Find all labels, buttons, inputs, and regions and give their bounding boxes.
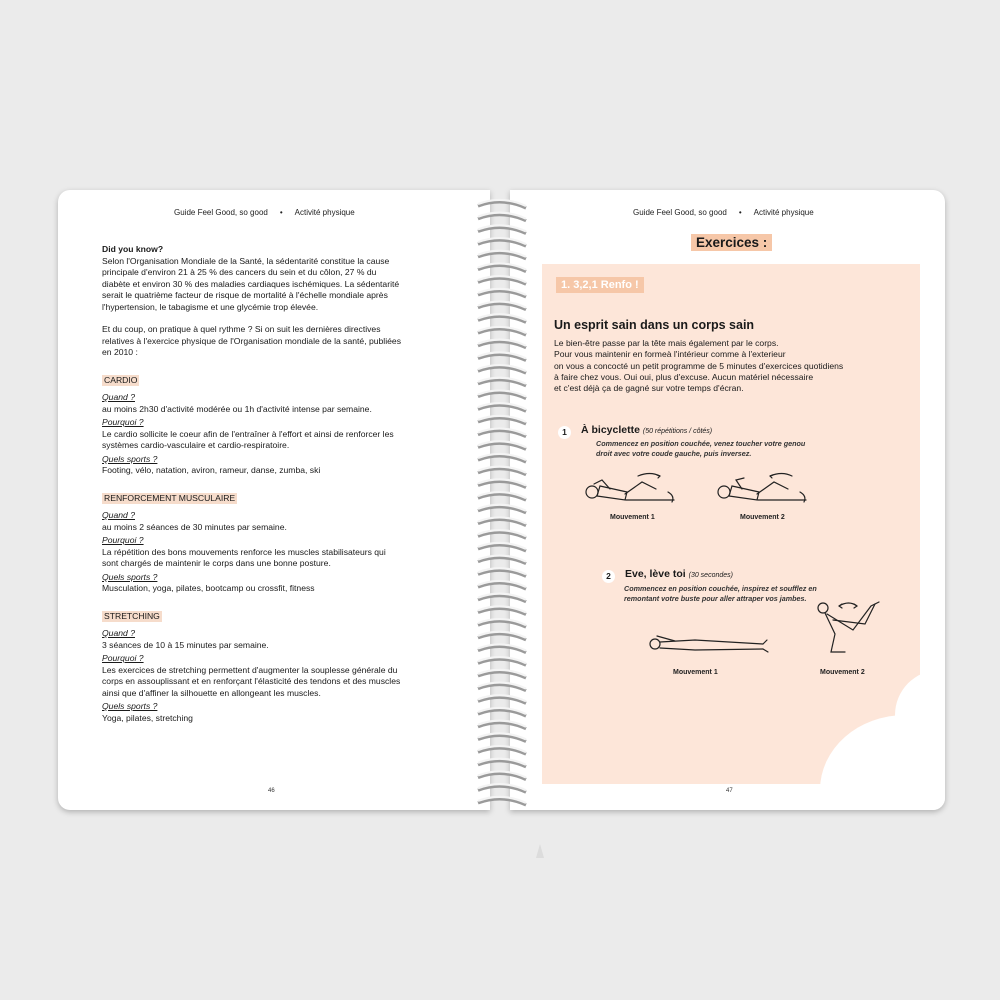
left-content — [102, 244, 447, 724]
sports-label: Quels sports ? — [102, 701, 158, 711]
quand-label: Quand ? — [102, 510, 135, 520]
quand-label: Quand ? — [102, 628, 135, 638]
pourquoi-label: Pourquoi ? — [102, 417, 144, 427]
exercise-title — [625, 568, 733, 580]
right-page — [510, 190, 945, 810]
guide-title: Guide Feel Good, so good — [174, 208, 268, 217]
exercise-title — [581, 424, 712, 436]
description-line: Commencez en position couchée, venez toucher votre genou — [596, 439, 806, 448]
pourquoi-label: Pourquoi ? — [102, 653, 144, 663]
quand-text: au moins 2h30 d'activité modérée ou 1h d'activité intense par semaine. — [102, 403, 372, 414]
section-title: STRETCHING — [104, 610, 160, 621]
exercise-name: Eve, lève toi — [625, 568, 686, 580]
bicycle-move2-illustration — [712, 470, 817, 512]
description-line: remontant votre buste pour aller attraper vos jambes. — [624, 594, 807, 603]
intro-line: et c'est déjà ça de gagné sur votre temps d'écran. — [554, 383, 744, 394]
quand-label: Quand ? — [102, 392, 135, 402]
subtitle: Un esprit sain dans un corps sain — [554, 318, 755, 332]
paragraph-line: serait le quatrième facteur de risque de mortalité à l'échelle mondiale après — [102, 290, 388, 300]
did-you-know-title: Did you know? — [102, 244, 164, 254]
exercise-reps: (30 secondes) — [688, 572, 733, 579]
pourquoi-text: Les exercices de stretching permettent d'augmenter la souplesse générale du — [102, 664, 398, 675]
paragraph-line: principale d'environ 21 à 25 % des cancers du sein et du côlon, 27 % du — [102, 267, 377, 277]
table-shadow-mark — [534, 842, 546, 860]
page-number: 46 — [268, 788, 275, 794]
page-header — [633, 208, 814, 217]
header-section: Activité physique — [753, 208, 814, 217]
paragraph-line: l'hypertension, le tabagisme et une glycémie trop élevée. — [102, 301, 319, 312]
movement-label: Mouvement 2 — [820, 669, 865, 676]
bicycle-move1-illustration — [580, 470, 685, 512]
section-cardio — [102, 375, 447, 477]
guide-title: Guide Feel Good, so good — [633, 208, 727, 217]
intro-text — [554, 338, 904, 394]
pourquoi-text: ainsi que d'affiner la silhouette en allongeant les muscles. — [102, 687, 321, 698]
intro-line: Le bien-être passe par la tête mais également par le corps. — [554, 338, 779, 348]
sports-label: Quels sports ? — [102, 453, 158, 464]
section-title: CARDIO — [104, 374, 138, 385]
pourquoi-text: Le cardio sollicite le coeur afin de l'entraîner à l'effort et ainsi de renforcer les — [102, 428, 394, 439]
exercise-reps: (50 répétitions / côtés) — [642, 428, 713, 435]
movement-label: Mouvement 2 — [740, 514, 785, 521]
section-tag: 1. 3,2,1 Renfo ! — [556, 277, 644, 293]
quand-text: 3 séances de 10 à 15 minutes par semaine. — [102, 639, 269, 650]
description-line: Commencez en position couchée, inspirez et soufflez en — [624, 584, 817, 593]
pourquoi-text: systèmes cardio-vasculaire et cardio-respiratoire. — [102, 440, 290, 450]
spiral-binding — [472, 195, 532, 815]
exercise-name: À bicyclette — [581, 424, 640, 436]
paragraph-line: diabète et environ 30 % des maladies cardiaques ischémiques. La sédentarité — [102, 278, 400, 289]
paragraph-line: Selon l'Organisation Mondiale de la Santé, la sédentarité constitue la cause — [102, 255, 390, 266]
section-renforcement — [102, 493, 447, 595]
sports-text: Musculation, yoga, pilates, bootcamp ou crossfit, fitness — [102, 583, 315, 593]
exercise-number: 1 — [558, 426, 571, 439]
description-line: droit avec votre coude gauche, puis inversez. — [596, 449, 752, 458]
page-header — [174, 208, 355, 217]
pourquoi-text: corps en assouplissant et en renforçant l'élasticité des tendons et des muscles — [102, 676, 401, 686]
paragraph-line: Et du coup, on pratique à quel rythme ? Si on suit les dernières directives — [102, 324, 381, 334]
eve-move2-illustration — [813, 600, 885, 658]
intro-line: à faire chez vous. Oui oui, plus d'excuse. Aucun matériel nécessaire — [554, 371, 814, 382]
exercise-description — [624, 584, 817, 604]
quand-text: au moins 2 séances de 30 minutes par semaine. — [102, 521, 287, 532]
section-title: RENFORCEMENT MUSCULAIRE — [104, 492, 236, 503]
intro-line: on vous a concocté un petit programme de 5 minutes d'exercices quotidiens — [554, 360, 844, 371]
page-number: 47 — [726, 788, 733, 794]
pourquoi-text: La répétition des bons mouvements renforce les muscles stabilisateurs qui — [102, 546, 386, 557]
left-page — [58, 190, 490, 810]
paragraph-line: relatives à l'exercice physique de l'Organisation mondiale de la santé, publiées — [102, 335, 401, 346]
header-section: Activité physique — [294, 208, 355, 217]
exercices-heading: Exercices : — [691, 234, 772, 251]
exercise-number: 2 — [602, 570, 615, 583]
sports-text: Footing, vélo, natation, aviron, rameur, danse, zumba, ski — [102, 465, 321, 475]
header-separator: • — [279, 208, 283, 217]
exercise-description — [596, 439, 805, 459]
pourquoi-text: sont chargés de maintenir le corps dans une bonne posture. — [102, 558, 331, 568]
movement-label: Mouvement 1 — [673, 669, 718, 676]
eve-move1-illustration — [645, 630, 770, 660]
intro-line: Pour vous maintenir en formeà l'intérieur comme à l'exterieur — [554, 349, 786, 360]
pourquoi-label: Pourquoi ? — [102, 535, 144, 545]
section-stretching — [102, 611, 447, 725]
header-separator: • — [738, 208, 742, 217]
sports-text: Yoga, pilates, stretching — [102, 712, 193, 723]
paragraph-line: en 2010 : — [102, 347, 138, 357]
sports-label: Quels sports ? — [102, 571, 158, 582]
movement-label: Mouvement 1 — [610, 514, 655, 521]
